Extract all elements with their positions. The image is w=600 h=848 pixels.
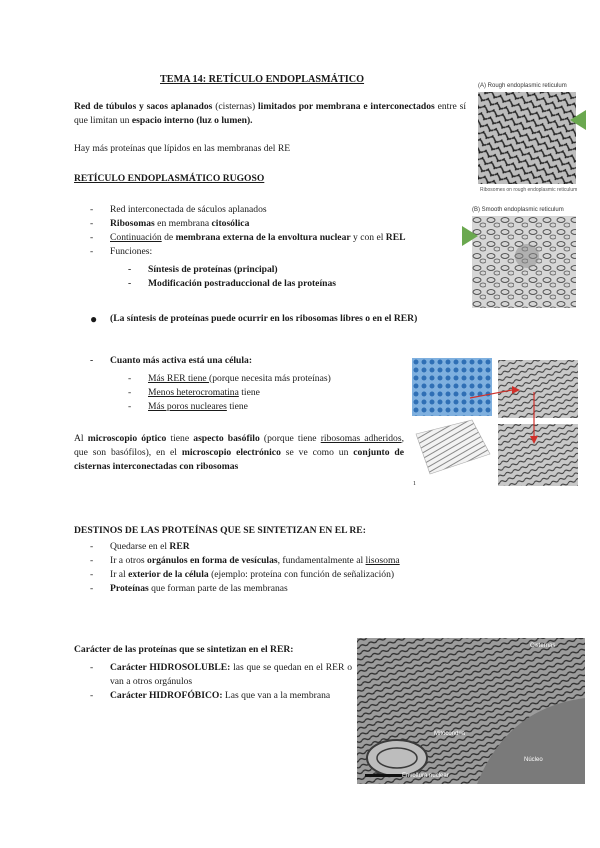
caracter-heading: Carácter de las proteínas que se sintetizan en el RER: xyxy=(74,644,294,655)
pointer-icon xyxy=(462,226,478,246)
micro-label: Núcleo xyxy=(524,757,543,763)
micro-label: Mitocondria xyxy=(434,731,466,737)
list-item: - Continuación de membrana externa de la envoltura nuclear y con el REL xyxy=(90,231,406,245)
rer-list xyxy=(90,203,406,259)
smooth-er-label: (B) Smooth endoplasmic reticulum xyxy=(472,207,564,213)
list-item: - Cuanto más activa está una célula: xyxy=(90,354,252,368)
rough-er-label: (A) Rough endoplasmic reticulum xyxy=(478,83,567,89)
list-item: - Menos heterocromatina tiene xyxy=(128,386,331,400)
bullet-icon: ● xyxy=(90,312,98,326)
list-item: - Funciones: xyxy=(90,245,406,259)
destinos-heading: DESTINOS DE LAS PROTEÍNAS QUE SE SINTETIZAN EN EL RE: xyxy=(74,525,366,536)
list-item: - Carácter HIDROFÓBICO: Las que van a la membrana xyxy=(90,689,352,703)
pointer-icon xyxy=(570,110,586,130)
active-cell-heading xyxy=(90,354,252,368)
list-item: - Más RER tiene (porque necesita más proteínas) xyxy=(128,372,331,386)
list-item: - Proteínas que forman parte de las membranas xyxy=(90,582,400,596)
list-item: - Síntesis de proteínas (principal) xyxy=(128,263,336,277)
microscope-paragraph: Al microscopio óptico tiene aspecto basófilo (porque tiene ribosomas adheridos, que son basófilos), en el microscopio electrónico se ve como un conjunto de cisternas interconectadas con ribosomas xyxy=(74,433,405,472)
micro-label: Envoltura nuclear xyxy=(402,773,449,779)
list-item: - Ribosomas en membrana citosólica xyxy=(90,217,406,231)
figure-caption: Ribosomes on rough endoplasmic reticulum xyxy=(480,187,578,193)
list-item: - Más poros nucleares tiene xyxy=(128,400,331,414)
rer-heading: RETÍCULO ENDOPLASMÁTICO RUGOSO xyxy=(74,173,265,184)
caracter-list xyxy=(90,661,352,703)
functions-list xyxy=(128,263,336,291)
intro-paragraph: Red de túbulos y sacos aplanados (cisternas) limitados por membrana e interconectados entre sí que limitan un espacio interno (luz o lumen). xyxy=(74,101,466,126)
list-item: - Red interconectada de sáculos aplanados xyxy=(90,203,406,217)
page-title: TEMA 14: RETÍCULO ENDOPLASMÁTICO xyxy=(160,74,365,85)
rer-comparison-figure xyxy=(412,358,578,490)
smooth-er-micrograph xyxy=(472,216,576,308)
destinos-list xyxy=(90,540,400,596)
active-cell-list xyxy=(128,372,331,414)
figure-mark: 1 xyxy=(413,481,416,487)
list-item: - Quedarse en el RER xyxy=(90,540,400,554)
list-item: - Modificación postraduccional de las proteínas xyxy=(128,277,336,291)
ribosome-note: ● (La síntesis de proteínas puede ocurrir en los ribosomas libres o en el RER) xyxy=(90,312,418,326)
proteins-note: Hay más proteínas que lípidos en las membranas del RE xyxy=(74,143,291,154)
electron-micrograph xyxy=(357,638,585,784)
list-item: - Carácter HIDROSOLUBLE: las que se quedan en el RER o van a otros orgánulos xyxy=(90,661,352,689)
list-item: - Ir a otros orgánulos en forma de vesículas, fundamentalmente al lisosoma xyxy=(90,554,400,568)
rough-er-micrograph xyxy=(478,92,576,184)
list-item: - Ir al exterior de la célula (ejemplo: proteína con función de señalización) xyxy=(90,568,400,582)
micro-label: Cisternas xyxy=(530,643,556,649)
